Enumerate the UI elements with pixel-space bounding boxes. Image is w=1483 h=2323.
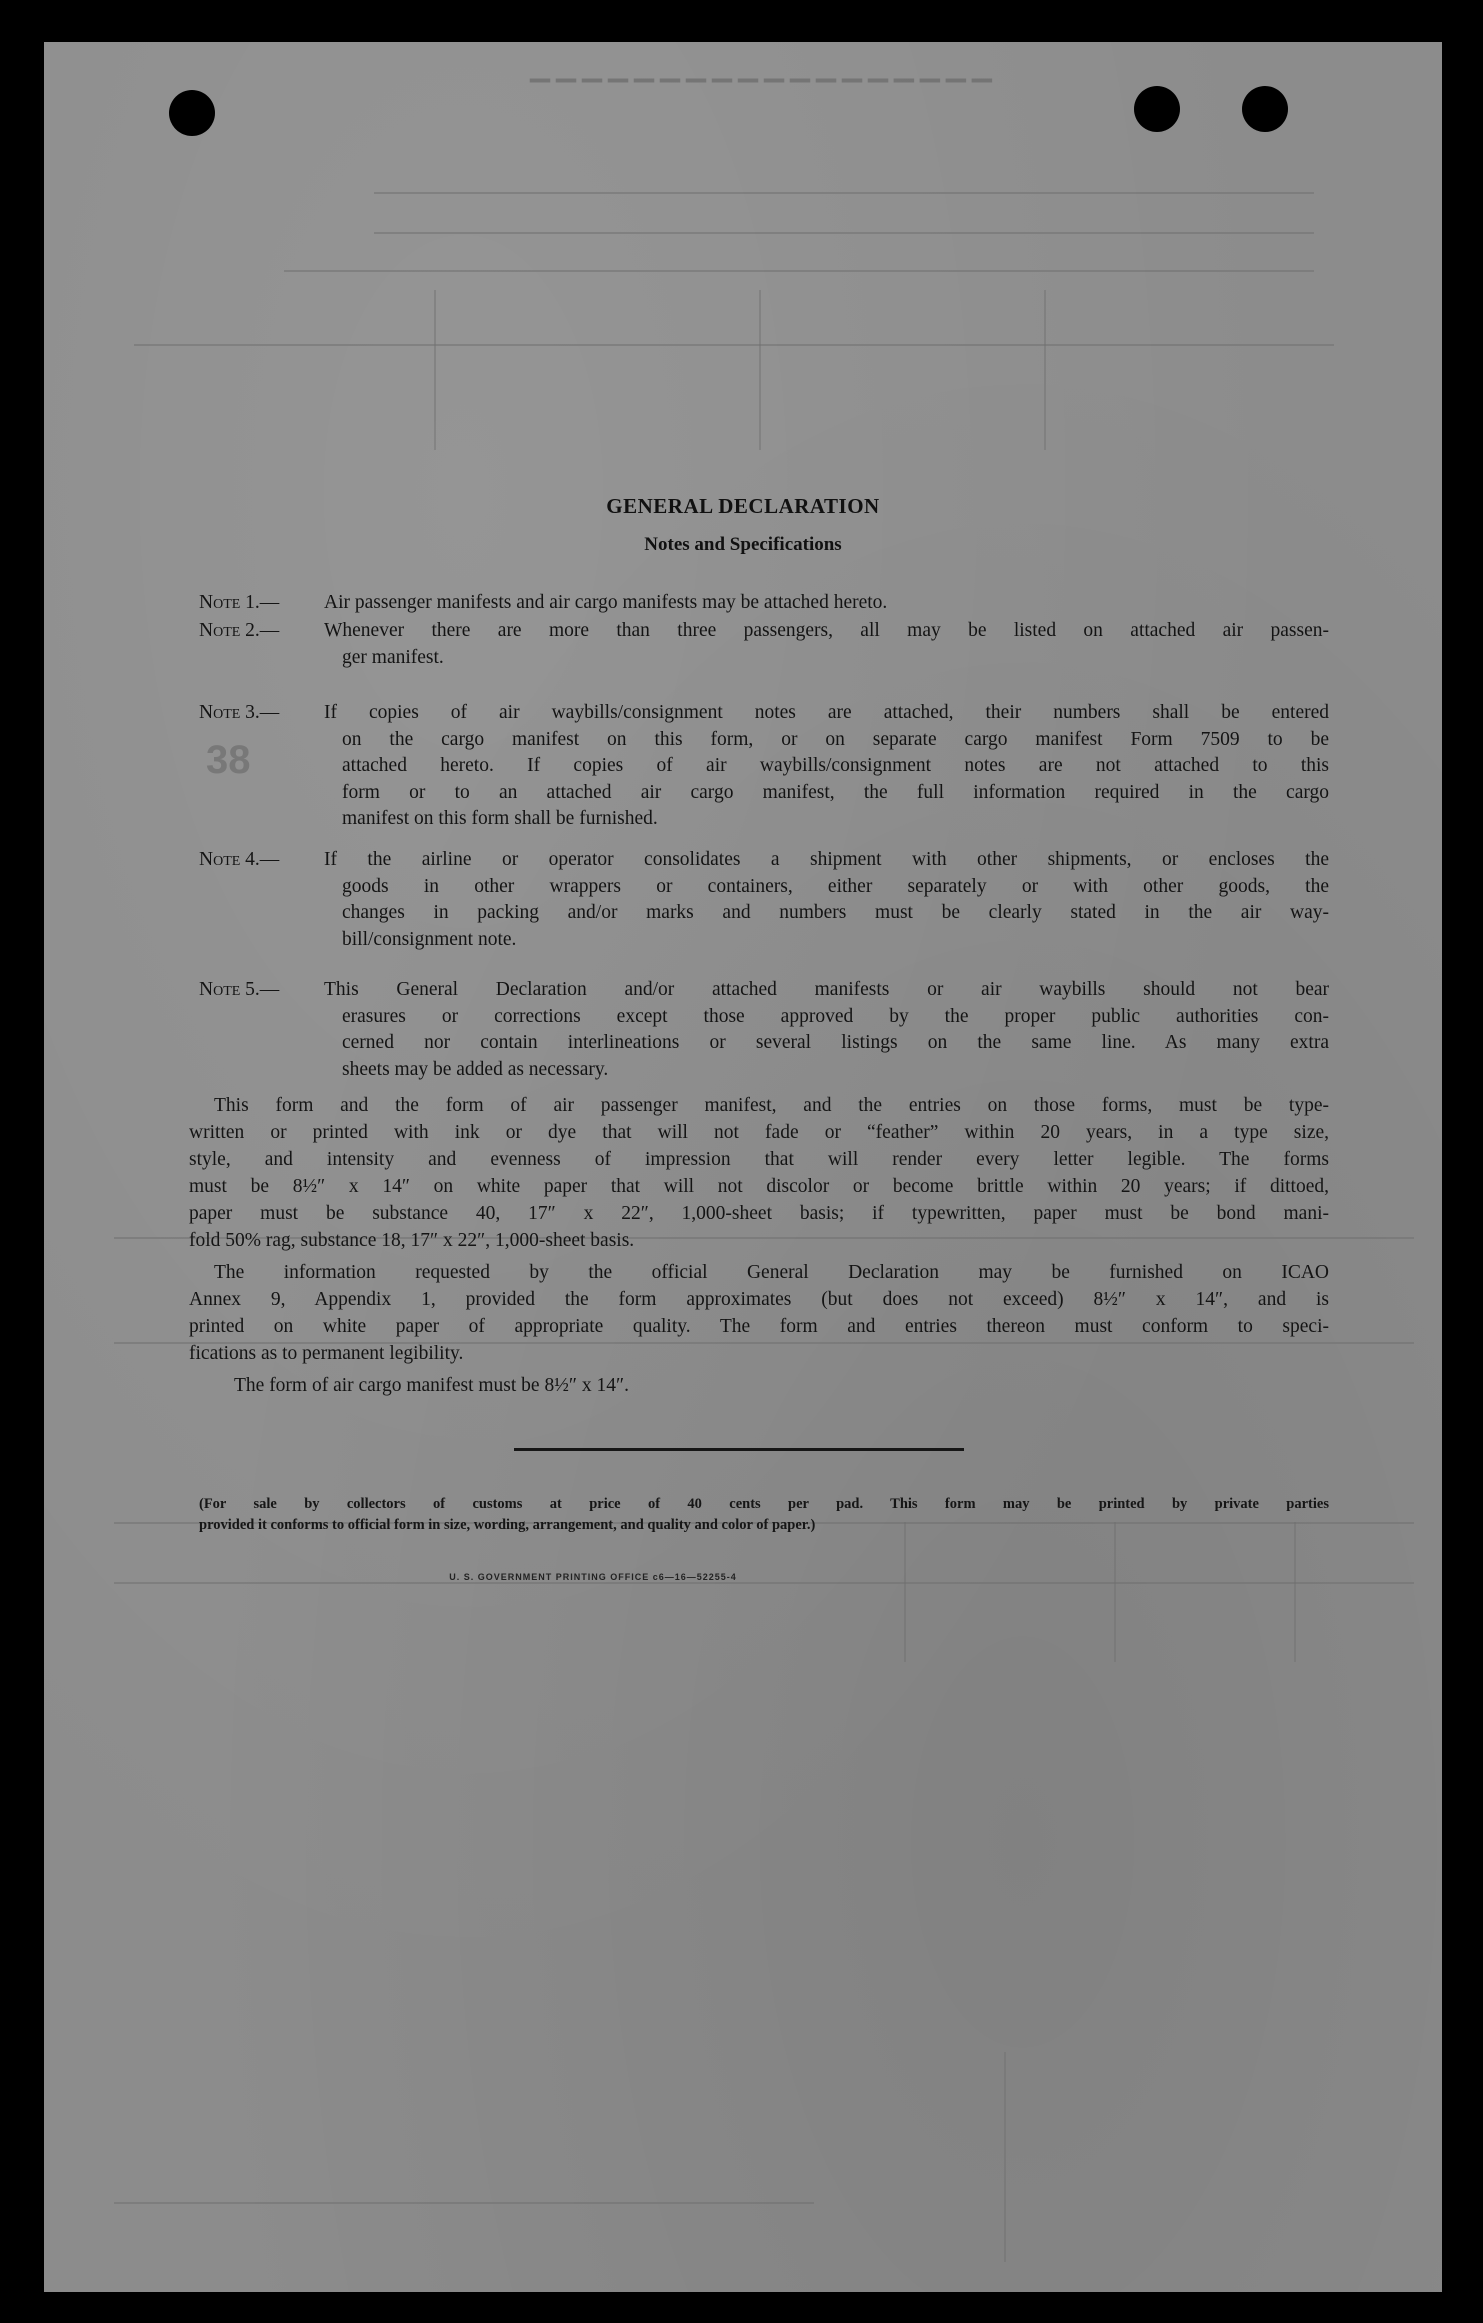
- page-subtitle: Notes and Specifications: [644, 534, 842, 555]
- document-sheet: [44, 42, 1442, 2292]
- bleed-line: [114, 1582, 1414, 1584]
- paragraph-line: paper must be substance 40, 17″ x 22″, 1,000-sheet basis; if typewritten, paper must be bond mani-: [189, 1203, 1329, 1224]
- sale-notice-line-1: (For sale by collectors of customs at price of 40 cents per pad. This form may be printed by private parties: [199, 1496, 1329, 1512]
- bleed-line: [114, 2202, 814, 2204]
- note-line: changes in packing and/or marks and numbers must be clearly stated in the air way-: [342, 902, 1329, 923]
- paragraph-legibility: [189, 1092, 1329, 1254]
- divider-rule: [514, 1448, 964, 1451]
- note-line: sheets may be added as necessary.: [342, 1058, 609, 1080]
- note-label: Note 5.—: [199, 979, 280, 1000]
- note-line: If the airline or operator consolidates a shipment with other shipments, or encloses the: [324, 849, 1329, 870]
- note-text: [324, 618, 1329, 671]
- bleed-line: [1294, 1522, 1296, 1662]
- paragraph-line: printed on white paper of appropriate quality. The form and entries thereon must conform to speci-: [189, 1316, 1329, 1337]
- paragraph-line: The form of air cargo manifest must be 8½″ x 14″.: [234, 1375, 629, 1396]
- note-line: manifest on this form shall be furnished.: [342, 808, 658, 829]
- note-line: If copies of air waybills/consignment notes are attached, their numbers shall be entered: [324, 702, 1329, 723]
- note-line: bill/consignment note.: [342, 928, 517, 950]
- bleed-line: [374, 192, 1314, 194]
- note-line: on the cargo manifest on this form, or on separate cargo manifest Form 7509 to be: [342, 728, 1329, 750]
- note-label: Note 3.—: [199, 702, 280, 723]
- paragraph-line: written or printed with ink or dye that will not fade or “feather” within 20 years, in a type size,: [189, 1122, 1329, 1143]
- sale-notice: [199, 1494, 1329, 1536]
- note-3: [199, 700, 1329, 833]
- bleed-line: [434, 290, 436, 450]
- printer-imprint: U. S. GOVERNMENT PRINTING OFFICE c6—16—52255-4: [449, 1572, 737, 1582]
- note-text: [324, 977, 1329, 1083]
- bleed-line: [904, 1522, 906, 1662]
- punch-hole-right-2: [1242, 86, 1288, 132]
- paragraph-line: must be 8½″ x 14″ on white paper that will not discolor or become brittle within 20 years; if dittoed,: [189, 1176, 1329, 1197]
- note-label: Note 1.—: [199, 592, 280, 613]
- bleed-line: [134, 344, 1334, 346]
- note-label: Note 2.—: [199, 620, 280, 641]
- note-line: erasures or corrections except those approved by the proper public authorities con-: [342, 1005, 1329, 1027]
- bleed-line: [1114, 1522, 1116, 1662]
- note-line: form or to an attached air cargo manifest, the full information required in the cargo: [342, 781, 1329, 803]
- note-2: [199, 618, 1329, 671]
- paragraph-line: fications as to permanent legibility.: [189, 1343, 464, 1364]
- bleed-line: [1044, 290, 1046, 450]
- note-line: Air passenger manifests and air cargo manifests may be attached hereto.: [324, 592, 888, 613]
- note-line: goods in other wrappers or containers, either separately or with other goods, the: [342, 875, 1329, 897]
- bleed-through-heading: ▔▔▔▔▔▔▔▔▔▔▔▔▔▔▔▔▔▔: [524, 80, 992, 109]
- paragraph-line: The information requested by the official General Declaration may be furnished on ICAO: [214, 1262, 1329, 1283]
- note-1: [199, 590, 1329, 617]
- paragraph-line: fold 50% rag, substance 18, 17″ x 22″, 1,000-sheet basis.: [189, 1230, 635, 1251]
- note-5: [199, 977, 1329, 1083]
- note-4: [199, 847, 1329, 953]
- paragraph-line: style, and intensity and evenness of impression that will render every letter legible. The forms: [189, 1149, 1329, 1170]
- note-line: This General Declaration and/or attached manifests or air waybills should not bear: [324, 979, 1329, 1000]
- note-line: ger manifest.: [342, 646, 444, 668]
- paragraph-icao: [189, 1259, 1329, 1367]
- note-text: [324, 700, 1329, 833]
- note-text: [324, 847, 1329, 953]
- punch-hole-left: [169, 90, 215, 136]
- paragraph-cargo-size: [234, 1372, 1234, 1399]
- note-line: Whenever there are more than three passengers, all may be listed on attached air passen-: [324, 620, 1329, 641]
- punch-hole-right-1: [1134, 86, 1180, 132]
- margin-stamp: 38: [206, 738, 251, 782]
- note-line: attached hereto. If copies of air waybills/consignment notes are not attached to this: [342, 755, 1329, 776]
- bleed-line: [284, 270, 1314, 272]
- page-title: GENERAL DECLARATION: [606, 494, 880, 518]
- paragraph-line: Annex 9, Appendix 1, provided the form approximates (but does not exceed) 8½″ x 14″, and is: [189, 1289, 1329, 1310]
- note-label: Note 4.—: [199, 849, 280, 870]
- bleed-line: [1004, 2052, 1006, 2262]
- bleed-line: [374, 232, 1314, 234]
- bleed-line: [759, 290, 761, 450]
- paragraph-line: This form and the form of air passenger manifest, and the entries on those forms, must be type-: [214, 1095, 1329, 1116]
- sale-notice-line-2: provided it conforms to official form in size, wording, arrangement, and quality and color of paper.): [199, 1517, 816, 1533]
- note-text: [324, 590, 1329, 617]
- note-line: cerned nor contain interlineations or several listings on the same line. As many extra: [342, 1032, 1329, 1053]
